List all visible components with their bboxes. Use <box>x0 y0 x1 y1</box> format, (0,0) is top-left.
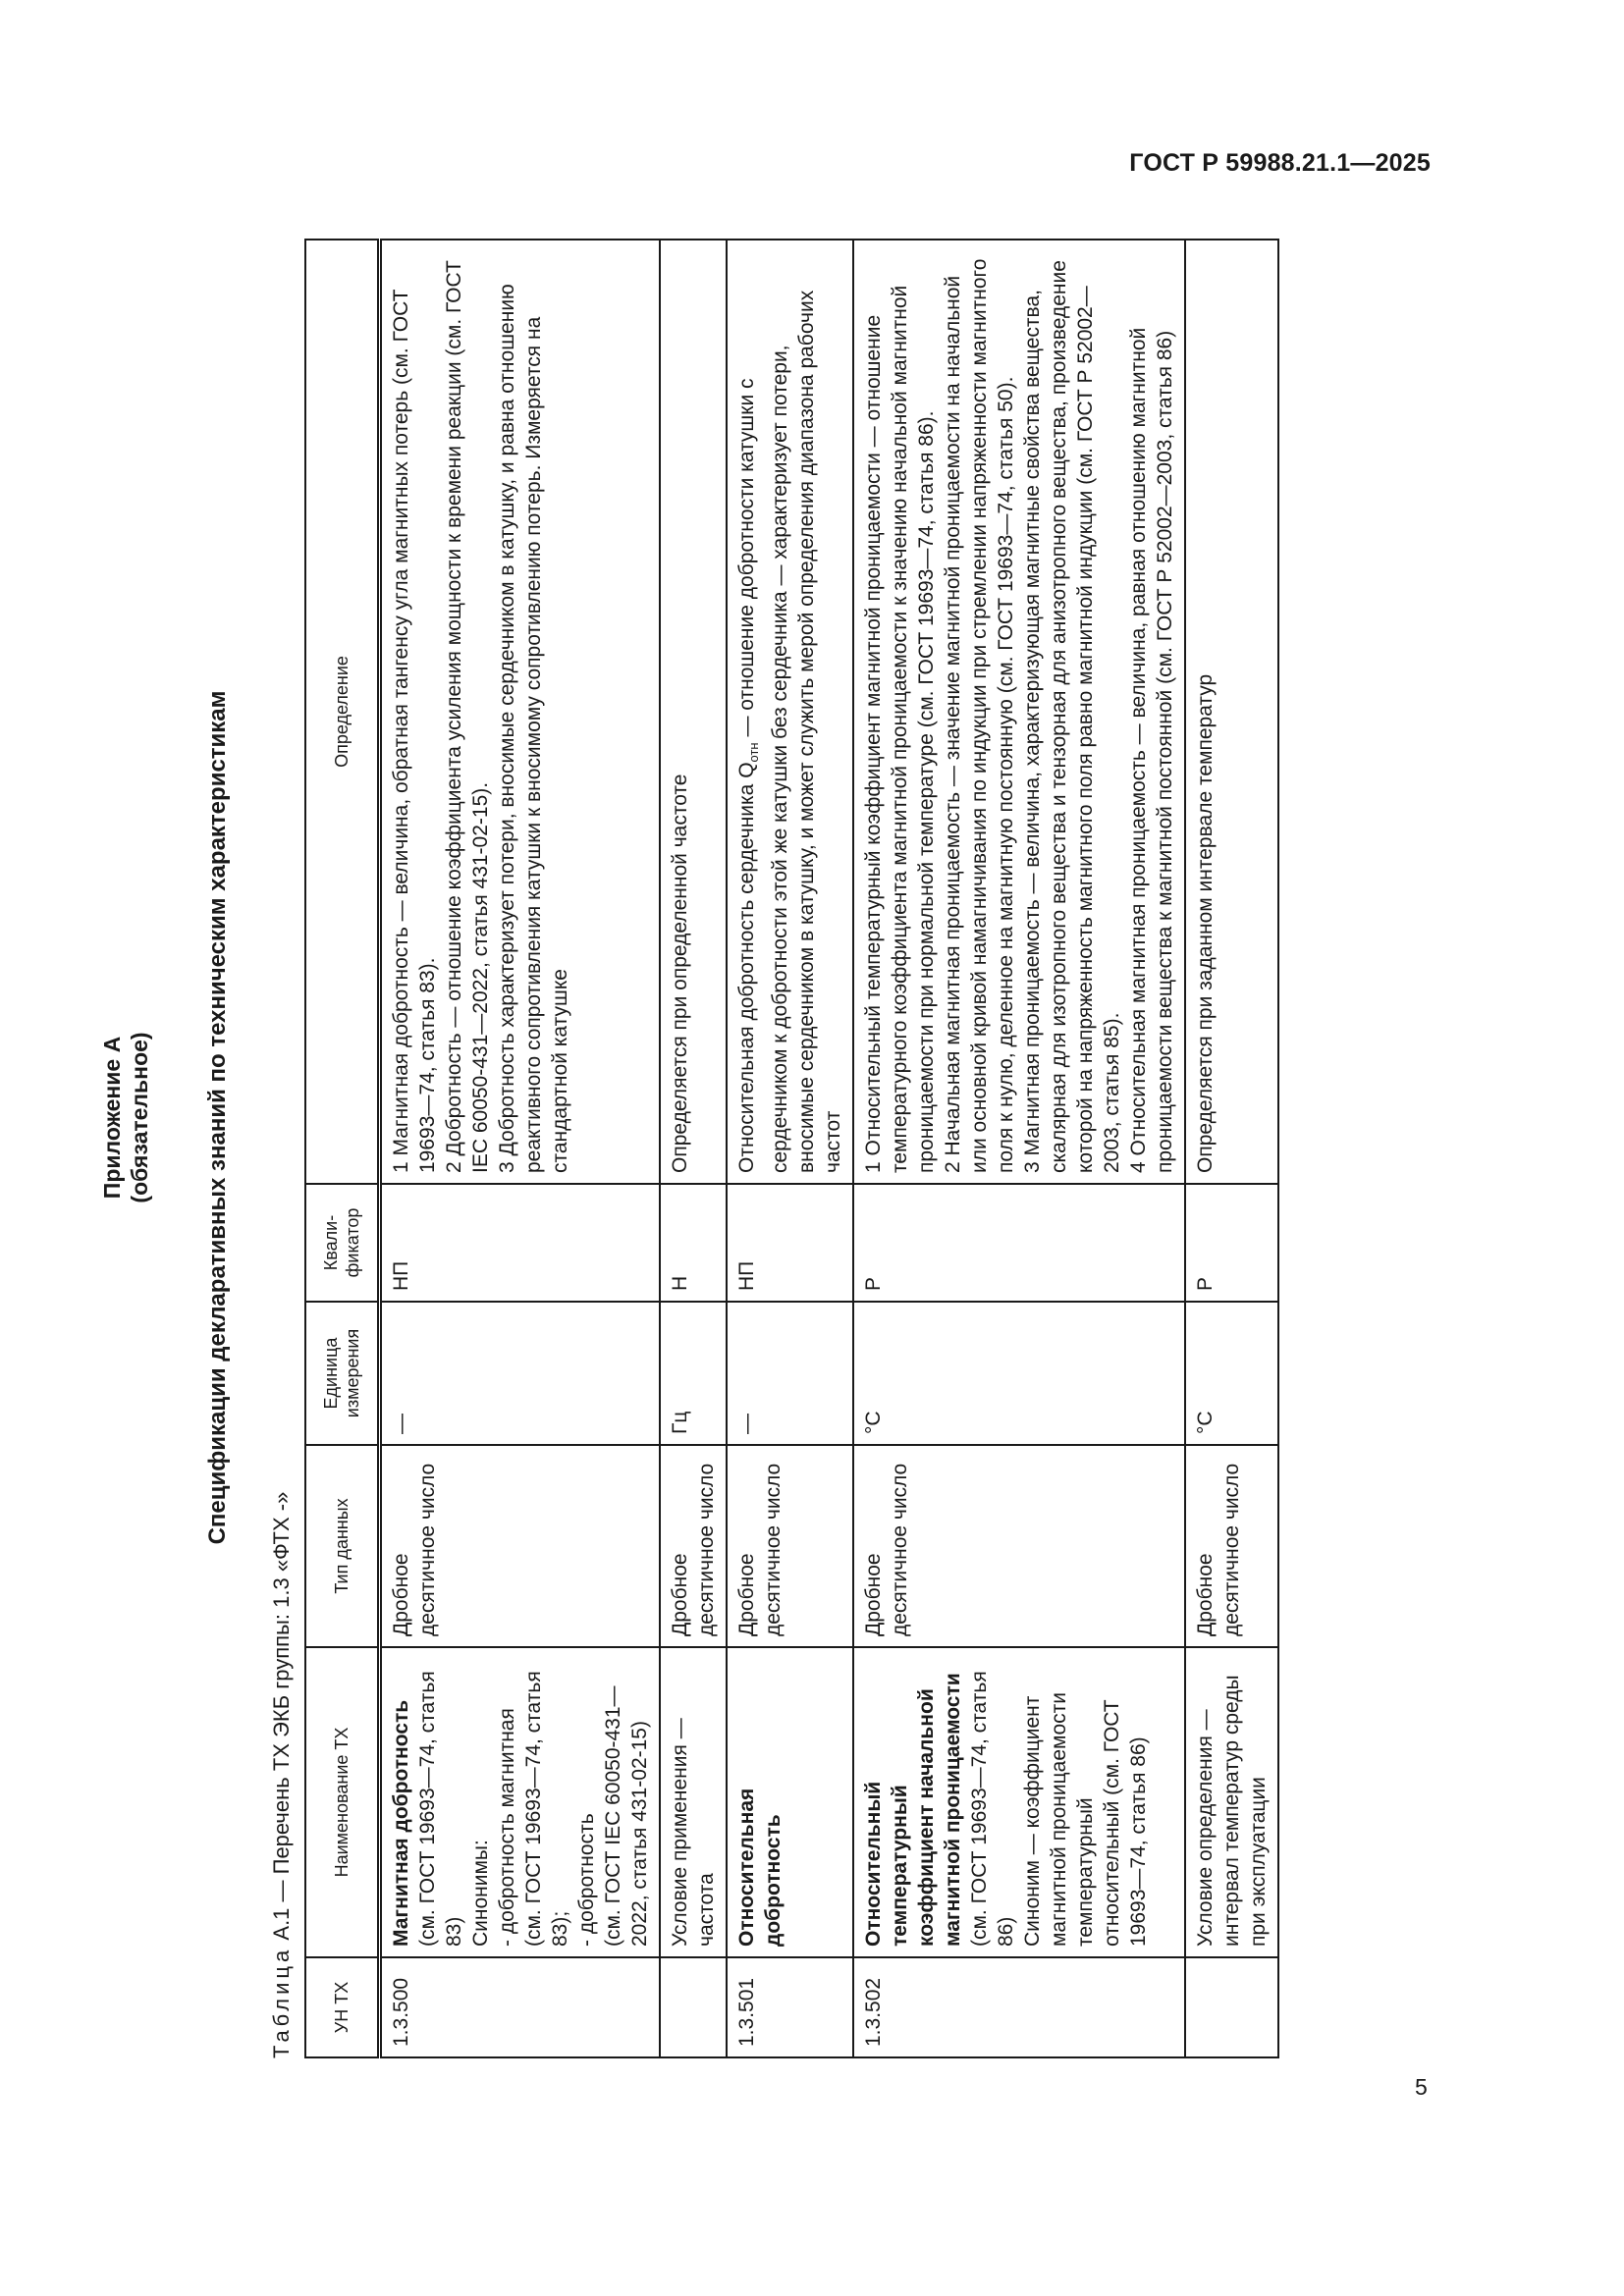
column-header-definition: Определение <box>305 240 380 1184</box>
name-bold: Относительный температурный коэффициент начальной магнитной проницаемости <box>862 1673 965 1947</box>
cell-unit: Гц <box>660 1302 727 1445</box>
table-caption-word: Таблица <box>269 1946 294 2058</box>
cell-name: Условие применения — частота <box>660 1647 727 1957</box>
column-header-unit: Единица измерения <box>305 1302 380 1445</box>
table-row <box>380 240 661 2057</box>
cell-type: Дробное десятичное число <box>853 1445 1185 1647</box>
definition-item: 3 Магнитная проницаемость — величина, характеризующая магнитные свойства вещества, скалярная для изотропного вещества и тензорная для анизотропного вещества, произведение которой на напряженность магнитного поля равно магнитной индукции (см. ГОСТ Р 52002—2003, статья 85). <box>1021 260 1124 1173</box>
cell-definition: Определяется при заданном интервале температур <box>1185 240 1278 1184</box>
cell-qualifier: НП <box>380 1184 661 1302</box>
page-number: 5 <box>1415 2074 1428 2100</box>
characteristics-table <box>304 239 1279 2058</box>
cell-type: Дробное десятичное число <box>1185 1445 1278 1647</box>
cell-unit: — <box>380 1302 661 1445</box>
cell-unit: — <box>727 1302 853 1445</box>
name-bold: Магнитная добротность <box>390 1699 412 1947</box>
name-line: Синонимы: <box>469 1840 492 1947</box>
definition-item: 1 Относительный температурный коэффициент магнитной проницаемости — отношение температурного коэффициента магнитной проницаемости к значению начальной магнитной проницаемости при нормальной температуре (см. ГОСТ 19693—74, статья 86). <box>862 285 939 1173</box>
cell-type: Дробное десятичное число <box>727 1445 853 1647</box>
name-line: (см. ГОСТ 19693—74, статья 83); <box>522 1671 571 1947</box>
cell-qualifier: НП <box>727 1184 853 1302</box>
cell-unit: °С <box>1185 1302 1278 1445</box>
name-line: (см. ГОСТ 19693—74, статья 83) <box>416 1671 465 1947</box>
definition-text-end: — отношение добротности катушки с сердечником к добротности этой же катушки без сердечника — характеризует потери, вносимые сердечником в катушку, и может служить мерой определения диапазона рабочих частот <box>735 290 845 1173</box>
cell-name <box>380 1647 661 1957</box>
name-line: - добротность <box>575 1813 598 1947</box>
table-row <box>727 240 853 2057</box>
appendix-title: Приложение А <box>99 1036 125 1200</box>
cell-id <box>1185 1957 1278 2057</box>
table-caption-text: А.1 — Перечень ТХ ЭКБ группы: 1.3 «ФТХ -» <box>269 1491 294 1941</box>
column-header-qualifier: Квали-фикатор <box>305 1184 380 1302</box>
column-header-type: Тип данных <box>305 1445 380 1647</box>
cell-id: 1.3.501 <box>727 1957 853 2057</box>
cell-unit: °С <box>853 1302 1185 1445</box>
definition-item: 3 Добротность характеризует потери, вносимые сердечником в катушку, и равна отношению реактивного сопротивления катушки к вносимому сопротивлению потерь. Измеряется на стандартной катушке <box>496 284 571 1173</box>
name-bold: Относительная добротность <box>735 1788 785 1947</box>
definition-item: 1 Магнитная добротность — величина, обратная тангенсу угла магнитных потерь (см. ГОСТ 19693—74, статья 83). <box>390 289 439 1173</box>
cell-name: Условие определения — интервал температур среды при эксплуатации <box>1185 1647 1278 1957</box>
cell-type: Дробное десятичное число <box>660 1445 727 1647</box>
cell-id: 1.3.502 <box>853 1957 1185 2057</box>
rotated-landscape-content <box>88 173 1296 2062</box>
cell-qualifier: Р <box>853 1184 1185 1302</box>
name-line: (см. ГОСТ 19693—74, статья 86) <box>968 1671 1018 1947</box>
definition-item: 2 Добротность — отношение коэффициента усиления мощности к времени реакции (см. ГОСТ IEC 60050-431—2022, статья 431-02-15). <box>443 260 492 1173</box>
name-line: (см. ГОСТ IEC 60050-431—2022, статья 431-02-15) <box>602 1685 651 1947</box>
cell-definition <box>853 240 1185 1184</box>
appendix-status: (обязательное) <box>127 1032 152 1203</box>
cell-definition <box>727 240 853 1184</box>
table-row <box>660 240 727 2057</box>
cell-definition <box>380 240 661 1184</box>
name-line: - добротность магнитная <box>496 1708 518 1947</box>
table-row <box>853 240 1185 2057</box>
cell-name <box>853 1647 1185 1957</box>
cell-name <box>727 1647 853 1957</box>
cell-definition: Определяется при определенной частоте <box>660 240 727 1184</box>
cell-type: Дробное десятичное число <box>380 1445 661 1647</box>
table-header-row <box>305 240 380 2057</box>
document-code: ГОСТ Р 59988.21.1—2025 <box>1129 149 1431 177</box>
column-header-name: Наименование ТХ <box>305 1647 380 1957</box>
cell-qualifier: Н <box>660 1184 727 1302</box>
column-header-id: УН ТХ <box>305 1957 380 2057</box>
section-title: Спецификации декларативных знаний по техническим характеристикам <box>204 690 231 1545</box>
table-row <box>1185 240 1278 2057</box>
definition-text-start: Относительная добротность сердечника Q <box>735 762 758 1173</box>
definition-subscript: отн <box>746 742 762 763</box>
definition-item: 2 Начальная магнитная проницаемость — значение магнитной проницаемости на начальной или основной кривой намагничивания по индукции при стремлении напряженности магнитного поля к нулю, деленное на магнитную постоянную (см. ГОСТ 19693—74, статья 50). <box>942 258 1018 1173</box>
cell-id: 1.3.500 <box>380 1957 661 2057</box>
table-caption <box>269 1492 295 2058</box>
cell-qualifier: Р <box>1185 1184 1278 1302</box>
cell-id <box>660 1957 727 2057</box>
definition-item: 4 Относительная магнитная проницаемость — величина, равная отношению магнитной проницаемости вещества к магнитной постоянной (см. ГОСТ Р 52002—2003, статья 86) <box>1127 327 1177 1173</box>
name-line: Синоним — коэффициент магнитной проницаемости температурный относительный (см. ГОСТ 19693—74, статья 86) <box>1021 1692 1151 1947</box>
